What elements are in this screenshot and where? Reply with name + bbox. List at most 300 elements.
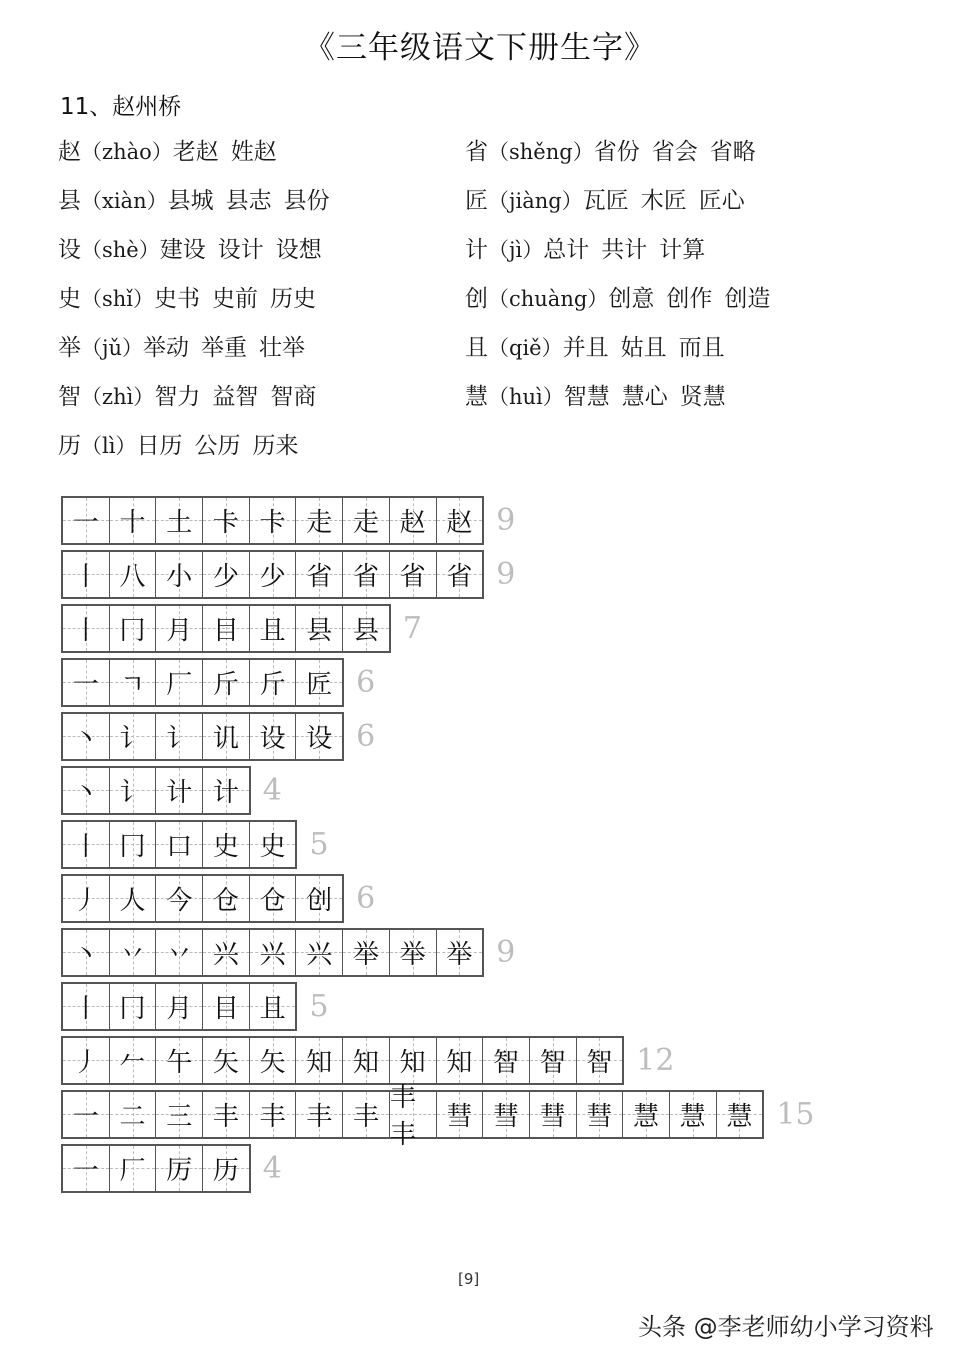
stroke-step: 一	[72, 507, 99, 538]
vocab-word: 姑且	[620, 335, 667, 361]
stroke-step-cell	[203, 876, 250, 921]
stroke-step: 计	[166, 777, 193, 808]
stroke-order-row	[61, 709, 815, 763]
stroke-step-cell	[437, 552, 483, 597]
stroke-step-cell	[623, 1092, 670, 1137]
stroke-step: 月	[166, 993, 193, 1024]
stroke-count: 7	[402, 610, 422, 646]
stroke-step: 举	[399, 939, 426, 970]
stroke-step: 丿	[72, 885, 99, 916]
vocab-words	[154, 384, 328, 410]
vocab-word: 日历	[136, 433, 183, 459]
stroke-count: 4	[262, 772, 282, 808]
vocab-pinyin: （lì）	[81, 434, 137, 458]
stroke-step-cell	[203, 930, 250, 975]
tianzige-grid	[61, 982, 297, 1031]
tianzige-grid	[61, 1036, 624, 1085]
vocab-pinyin: （chuàng）	[488, 287, 609, 311]
stroke-step-cell	[530, 1038, 577, 1083]
vocab-words	[543, 237, 717, 263]
vocab-word: 创意	[608, 286, 655, 312]
vocab-word: 省会	[651, 139, 698, 165]
stroke-order-row	[61, 601, 815, 655]
stroke-step: 丨	[72, 831, 99, 862]
stroke-step-cell	[110, 822, 157, 867]
vocab-pinyin: （jiàng）	[488, 189, 583, 213]
stroke-step-cell	[343, 1092, 390, 1137]
stroke-step: 赵	[446, 507, 473, 538]
stroke-step-cell	[437, 1038, 484, 1083]
stroke-step-cell	[156, 768, 203, 813]
vocab-char: 匠	[465, 188, 488, 214]
vocab-word: 历来	[252, 433, 299, 459]
stroke-order-row	[61, 1033, 815, 1087]
stroke-count: 9	[496, 556, 516, 592]
vocab-item	[58, 283, 342, 332]
vocab-item	[465, 381, 782, 430]
stroke-step: 且	[259, 615, 286, 646]
vocab-word: 县城	[167, 188, 214, 214]
vocab-word: 建设	[159, 237, 206, 263]
tianzige-grid	[61, 874, 344, 923]
vocab-pinyin: （xiàn）	[81, 189, 168, 213]
vocab-pinyin: （jì）	[488, 238, 544, 262]
stroke-step-cell	[343, 606, 389, 651]
stroke-step-cell	[250, 930, 297, 975]
vocab-char: 史	[58, 286, 81, 312]
tianzige-grid	[61, 496, 484, 545]
stroke-step-cell	[110, 984, 157, 1029]
stroke-step: 设	[259, 723, 286, 754]
lesson-heading: 11、赵州桥	[60, 94, 182, 120]
stroke-step: 厂	[166, 669, 193, 700]
stroke-step-cell	[250, 822, 296, 867]
vocab-item	[58, 185, 342, 234]
stroke-step: 今	[166, 885, 193, 916]
stroke-step: 矢	[259, 1047, 286, 1078]
stroke-step-cell	[296, 1092, 343, 1137]
vocab-char: 智	[58, 384, 81, 410]
vocab-word: 智商	[270, 384, 317, 410]
stroke-step: 县	[352, 615, 379, 646]
stroke-step-cell	[63, 930, 110, 975]
stroke-step: 讠	[166, 723, 193, 754]
stroke-step-cell	[390, 930, 437, 975]
stroke-step: 史	[259, 831, 286, 862]
stroke-step: 二	[119, 1101, 146, 1132]
stroke-step-cell	[390, 552, 437, 597]
page-number: [9]	[458, 1270, 480, 1288]
stroke-step: 丶	[72, 939, 99, 970]
stroke-step-cell	[250, 498, 297, 543]
stroke-step-cell	[63, 498, 110, 543]
stroke-step-cell	[530, 1092, 577, 1137]
vocab-word: 益智	[212, 384, 259, 410]
stroke-step: 历	[212, 1155, 239, 1186]
stroke-step-cell	[390, 498, 437, 543]
stroke-step-cell	[110, 606, 157, 651]
vocab-char: 省	[465, 139, 488, 165]
stroke-step: 丷	[119, 939, 146, 970]
stroke-step: 丶	[72, 777, 99, 808]
vocab-word: 设想	[275, 237, 322, 263]
vocab-words	[136, 433, 310, 459]
stroke-step-cell	[203, 714, 250, 759]
stroke-step-cell	[250, 876, 297, 921]
stroke-step-cell	[110, 876, 157, 921]
tianzige-grid	[61, 820, 297, 869]
vocab-word: 壮举	[259, 335, 306, 361]
stroke-count: 12	[636, 1042, 675, 1078]
vocab-pinyin: （huì）	[488, 385, 564, 409]
stroke-step: 丷	[166, 939, 193, 970]
stroke-step: 知	[352, 1047, 379, 1078]
vocab-words	[168, 188, 342, 214]
stroke-step-cell	[203, 498, 250, 543]
vocab-word: 而且	[678, 335, 725, 361]
stroke-step: 讥	[212, 723, 239, 754]
vocab-word: 创造	[724, 286, 771, 312]
tianzige-grid	[61, 1144, 251, 1193]
stroke-step: 斤	[259, 669, 286, 700]
stroke-order-row	[61, 655, 815, 709]
stroke-order-row	[61, 493, 815, 547]
stroke-step: 土	[166, 507, 193, 538]
stroke-step: 省	[446, 561, 473, 592]
vocab-item	[465, 283, 782, 332]
stroke-step-cell	[296, 498, 343, 543]
stroke-count: 9	[496, 934, 516, 970]
vocab-char: 且	[465, 335, 488, 361]
stroke-step: 丰	[306, 1101, 333, 1132]
vocab-words	[563, 335, 737, 361]
vocab-word: 贤慧	[679, 384, 726, 410]
vocab-pinyin: （zhì）	[81, 385, 155, 409]
stroke-step-cell	[63, 876, 110, 921]
stroke-step-cell	[203, 984, 250, 1029]
stroke-step-cell	[250, 552, 297, 597]
stroke-step-cell	[63, 768, 110, 813]
vocab-words	[594, 139, 768, 165]
stroke-order-row	[61, 979, 815, 1033]
stroke-step: 兴	[306, 939, 333, 970]
vocab-char: 赵	[58, 139, 81, 165]
stroke-step-cell	[670, 1092, 717, 1137]
stroke-step-cell	[343, 498, 390, 543]
vocab-word: 瓦匠	[582, 188, 629, 214]
vocab-pinyin: （shè）	[81, 238, 160, 262]
stroke-step: 讠	[119, 777, 146, 808]
stroke-order-row	[61, 763, 815, 817]
stroke-step: 口	[166, 831, 193, 862]
stroke-step-cell	[389, 1083, 437, 1150]
stroke-step: 斤	[212, 669, 239, 700]
stroke-step: 讠	[119, 723, 146, 754]
stroke-count: 6	[356, 664, 376, 700]
stroke-step: 午	[166, 1047, 193, 1078]
stroke-step: 丨	[72, 615, 99, 646]
stroke-step: 且	[259, 993, 286, 1024]
stroke-step: 目	[212, 993, 239, 1024]
stroke-step: ㄱ	[119, 669, 146, 700]
vocab-char: 县	[58, 188, 81, 214]
stroke-step: 矢	[212, 1047, 239, 1078]
stroke-step-cell	[203, 768, 249, 813]
stroke-step: 智	[539, 1047, 566, 1078]
vocab-item	[465, 332, 782, 381]
stroke-step: 丰	[352, 1101, 379, 1132]
stroke-step-cell	[250, 984, 296, 1029]
stroke-step-cell	[63, 1038, 110, 1083]
vocab-item	[58, 234, 342, 283]
vocab-word: 并且	[562, 335, 609, 361]
stroke-step: 丰	[259, 1101, 286, 1132]
stroke-count: 15	[776, 1096, 815, 1132]
stroke-step: 匠	[306, 669, 333, 700]
stroke-step: 走	[306, 507, 333, 538]
stroke-step: 十	[119, 507, 146, 538]
vocab-pinyin: （zhào）	[81, 140, 173, 164]
stroke-step: 小	[166, 561, 193, 592]
vocab-word: 设计	[217, 237, 264, 263]
stroke-step: 丰丰	[389, 1083, 416, 1150]
stroke-step: 县	[306, 615, 333, 646]
stroke-count: 6	[356, 718, 376, 754]
stroke-step-cell	[250, 606, 297, 651]
stroke-step: 设	[306, 723, 333, 754]
stroke-step: 创	[306, 885, 333, 916]
vocab-pinyin: （qiě）	[488, 336, 563, 360]
vocab-list-right	[465, 136, 782, 430]
stroke-step: 省	[306, 561, 333, 592]
stroke-step: 省	[352, 561, 379, 592]
stroke-count: 4	[262, 1150, 282, 1186]
vocab-word: 举重	[201, 335, 248, 361]
vocab-char: 设	[58, 237, 81, 263]
vocab-words	[608, 286, 782, 312]
stroke-step-cell	[63, 660, 110, 705]
stroke-step-cell	[63, 714, 110, 759]
vocab-word: 老赵	[172, 139, 219, 165]
stroke-order-row	[61, 925, 815, 979]
stroke-step-cell	[296, 714, 342, 759]
stroke-step: 史	[212, 831, 239, 862]
vocab-pinyin: （shěng）	[488, 140, 594, 164]
vocab-item	[58, 332, 342, 381]
stroke-order-row	[61, 1141, 815, 1195]
stroke-step-cell	[156, 660, 203, 705]
stroke-step-cell	[156, 1092, 203, 1137]
stroke-step-cell	[343, 552, 390, 597]
stroke-step-cell	[203, 1038, 250, 1083]
stroke-step-cell	[156, 930, 203, 975]
stroke-step-cell	[343, 1038, 390, 1083]
stroke-step: 八	[119, 561, 146, 592]
stroke-step: 彗	[493, 1101, 520, 1132]
stroke-step-cell	[63, 984, 110, 1029]
stroke-step: 慧	[633, 1101, 660, 1132]
stroke-step-cell	[577, 1092, 624, 1137]
vocab-word: 木匠	[640, 188, 687, 214]
stroke-step: 举	[352, 939, 379, 970]
vocab-words	[583, 188, 757, 214]
vocab-word: 省略	[709, 139, 756, 165]
stroke-count: 5	[309, 826, 329, 862]
stroke-step: 丰	[212, 1101, 239, 1132]
stroke-step: 人	[119, 885, 146, 916]
stroke-step-cell	[577, 1038, 623, 1083]
stroke-step: 𠂉	[119, 1047, 146, 1078]
stroke-step: 彗	[446, 1101, 473, 1132]
stroke-step: 丨	[72, 993, 99, 1024]
stroke-step-cell	[63, 1092, 110, 1137]
stroke-count: 5	[309, 988, 329, 1024]
stroke-step: 智	[493, 1047, 520, 1078]
stroke-step-cell	[203, 552, 250, 597]
vocab-word: 举动	[143, 335, 190, 361]
stroke-step: 慧	[726, 1101, 753, 1132]
stroke-step: 厉	[166, 1155, 193, 1186]
stroke-step: 一	[72, 669, 99, 700]
vocab-word: 智慧	[563, 384, 610, 410]
stroke-step: 丶	[72, 723, 99, 754]
tianzige-grid	[61, 604, 391, 653]
stroke-step-cell	[437, 930, 483, 975]
stroke-order-row	[61, 547, 815, 601]
stroke-step-cell	[437, 498, 483, 543]
stroke-step: 目	[212, 615, 239, 646]
vocab-word: 总计	[543, 237, 590, 263]
stroke-step: 兴	[212, 939, 239, 970]
vocab-item	[465, 136, 782, 185]
stroke-step-cell	[63, 822, 110, 867]
stroke-step-cell	[110, 1038, 157, 1083]
stroke-step-cell	[156, 984, 203, 1029]
vocab-word: 姓赵	[230, 139, 277, 165]
stroke-step-cell	[296, 1038, 343, 1083]
stroke-step-cell	[250, 1038, 297, 1083]
stroke-step: 赵	[399, 507, 426, 538]
vocab-word: 智力	[154, 384, 201, 410]
stroke-order-row	[61, 1083, 815, 1150]
stroke-step: 丿	[72, 1047, 99, 1078]
stroke-step-cell	[203, 822, 250, 867]
stroke-step: 兴	[259, 939, 286, 970]
vocab-char: 计	[465, 237, 488, 263]
vocab-item	[58, 136, 342, 185]
page-title: 《三年级语文下册生字》	[304, 30, 656, 66]
stroke-step: 三	[166, 1101, 193, 1132]
stroke-step-cell	[110, 930, 157, 975]
stroke-step-cell	[156, 1038, 203, 1083]
vocab-word: 共计	[601, 237, 648, 263]
stroke-step-cell	[296, 552, 343, 597]
tianzige-grid	[61, 766, 251, 815]
stroke-step-cell	[110, 1092, 157, 1137]
tianzige-grid	[61, 712, 344, 761]
watermark: 头条 @李老师幼小学习资料	[638, 1313, 934, 1341]
stroke-step: 省	[399, 561, 426, 592]
stroke-step-cell	[437, 1092, 484, 1137]
stroke-step-cell	[63, 606, 110, 651]
vocab-word: 史前	[212, 286, 259, 312]
stroke-step-cell	[63, 552, 110, 597]
stroke-step-cell	[110, 714, 157, 759]
vocab-pinyin: （jǔ）	[81, 336, 144, 360]
stroke-step: 丨	[72, 561, 99, 592]
stroke-step: 冂	[119, 615, 146, 646]
stroke-step-cell	[156, 822, 203, 867]
stroke-step: 彗	[539, 1101, 566, 1132]
vocab-word: 历史	[270, 286, 317, 312]
stroke-step-cell	[156, 876, 203, 921]
stroke-count: 6	[356, 880, 376, 916]
stroke-step: 知	[306, 1047, 333, 1078]
stroke-step-cell	[203, 1092, 250, 1137]
stroke-step-cell	[296, 606, 343, 651]
stroke-step-cell	[156, 606, 203, 651]
stroke-step: 仓	[259, 885, 286, 916]
stroke-step: 一	[72, 1101, 99, 1132]
vocab-word: 匠心	[698, 188, 745, 214]
stroke-step: 少	[212, 561, 239, 592]
vocab-char: 举	[58, 335, 81, 361]
stroke-step: 彗	[586, 1101, 613, 1132]
stroke-step-cell	[203, 606, 250, 651]
stroke-step-cell	[250, 714, 297, 759]
vocab-word: 公历	[194, 433, 241, 459]
stroke-step-cell	[110, 552, 157, 597]
stroke-step-cell	[296, 876, 342, 921]
tianzige-grid	[61, 658, 344, 707]
tianzige-grid	[61, 550, 484, 599]
stroke-step: 月	[166, 615, 193, 646]
stroke-step: 一	[72, 1155, 99, 1186]
stroke-step-cell	[156, 714, 203, 759]
stroke-step: 知	[399, 1047, 426, 1078]
vocab-list-left	[58, 136, 342, 479]
stroke-order-row	[61, 817, 815, 871]
stroke-step-cell	[296, 660, 342, 705]
stroke-step-cell	[110, 1146, 157, 1191]
stroke-step-cell	[156, 1146, 203, 1191]
stroke-step: 卡	[259, 507, 286, 538]
stroke-count: 9	[496, 502, 516, 538]
stroke-step: 举	[446, 939, 473, 970]
vocab-item	[465, 185, 782, 234]
stroke-step-cell	[483, 1092, 530, 1137]
stroke-step-cell	[110, 498, 157, 543]
stroke-step-cell	[203, 1146, 249, 1191]
vocab-words	[160, 237, 334, 263]
vocab-word: 慧心	[621, 384, 668, 410]
tianzige-grid	[61, 928, 484, 977]
stroke-step: 智	[586, 1047, 613, 1078]
vocab-word: 创作	[666, 286, 713, 312]
vocab-words	[564, 384, 738, 410]
stroke-step-cell	[156, 552, 203, 597]
stroke-step: 走	[352, 507, 379, 538]
stroke-step: 知	[446, 1047, 473, 1078]
vocab-word: 史书	[154, 286, 201, 312]
stroke-step-cell	[717, 1092, 763, 1137]
stroke-step-cell	[110, 660, 157, 705]
stroke-step-cell	[110, 768, 157, 813]
vocab-words	[143, 335, 317, 361]
tianzige-grid	[61, 1083, 764, 1150]
vocab-pinyin: （shǐ）	[81, 287, 155, 311]
stroke-step-cell	[250, 660, 297, 705]
